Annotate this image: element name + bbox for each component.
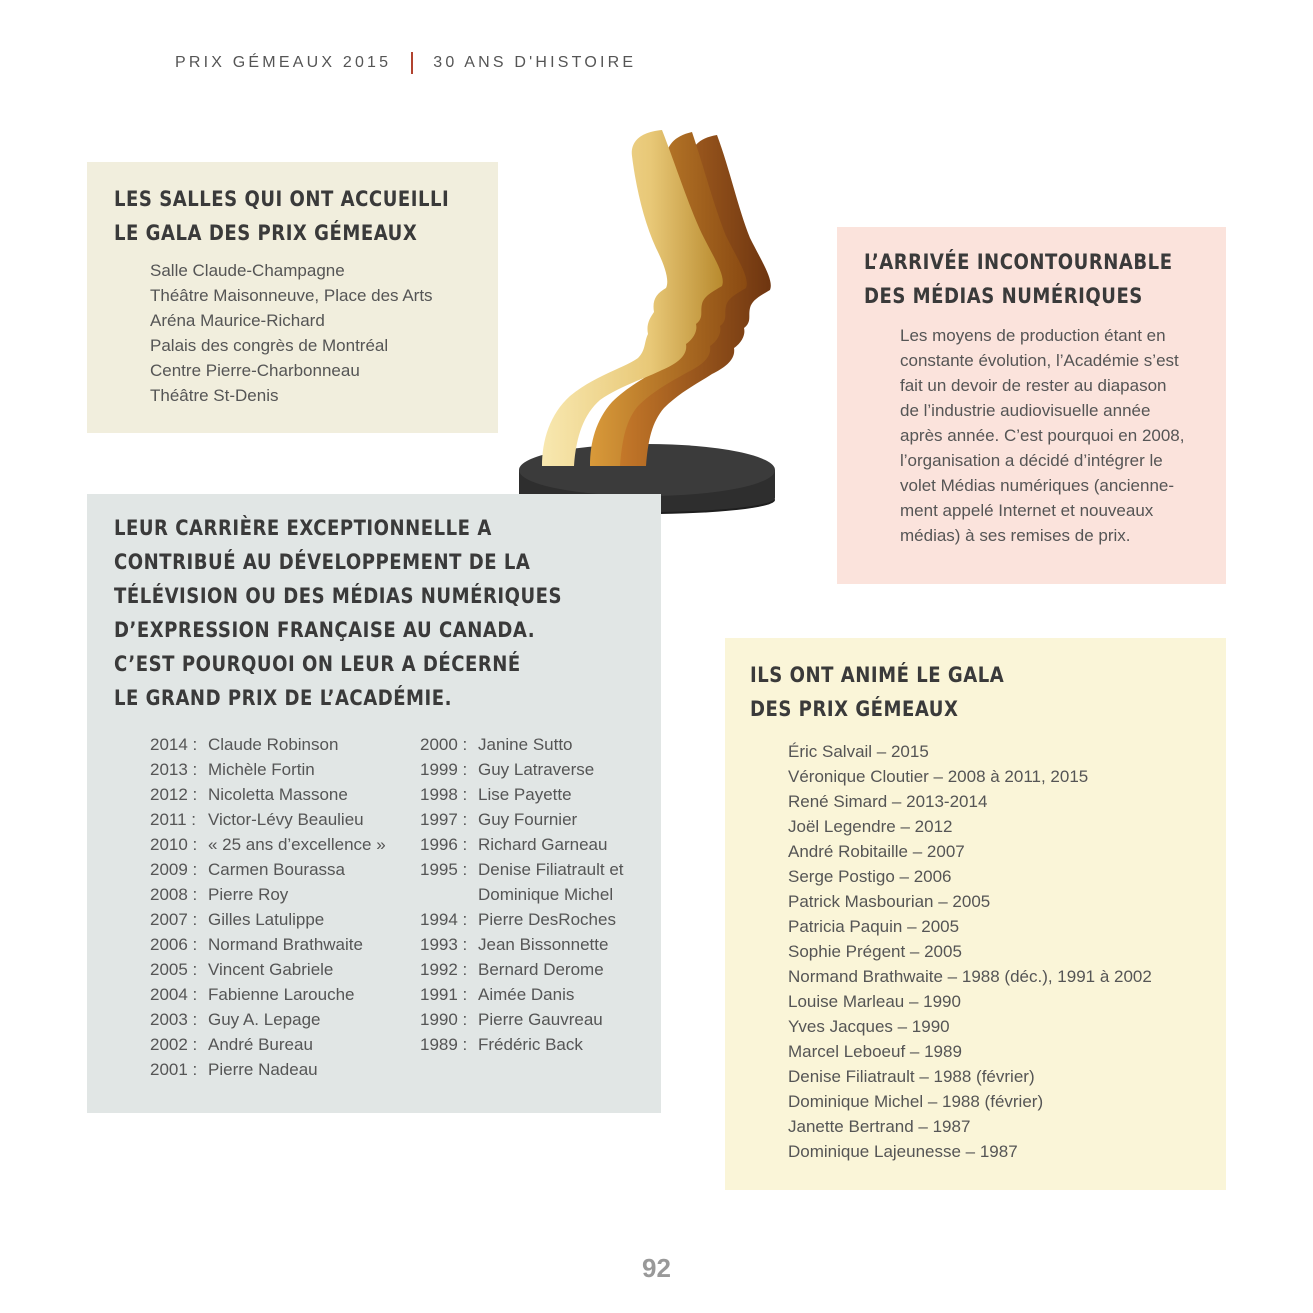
laureates-column-1	[150, 732, 420, 1082]
list-item: Denise Filiatrault – 1988 (février)	[788, 1067, 1035, 1086]
list-item: Dominique Lajeunesse – 1987	[788, 1142, 1018, 1161]
list-item: 1996 : Richard Garneau	[420, 835, 608, 854]
venues-list	[150, 258, 498, 408]
list-item: Véronique Cloutier – 2008 à 2011, 2015	[788, 767, 1089, 786]
header-section: 30 ANS D'HISTOIRE	[433, 54, 637, 71]
list-item: Yves Jacques – 1990	[788, 1017, 950, 1036]
list-item: Salle Claude-Champagne	[150, 261, 345, 280]
list-item: 2012 : Nicoletta Massone	[150, 785, 348, 804]
list-item: 1991 : Aimée Danis	[420, 985, 575, 1004]
grand-prix-title: LEUR CARRIÈRE EXCEPTIONNELLE A CONTRIBUÉ AU DÉVELOPPEMENT DE LA TÉLÉVISION OU DES MÉDIAS NUMÉRIQUES D’EXPRESSION FRANÇAISE AU CANADA. C’EST POURQUOI ON LEUR A DÉCERNÉ LE GRAND PRIX DE L’ACADÉMIE.	[114, 516, 563, 710]
list-item: 2013 : Michèle Fortin	[150, 760, 315, 779]
list-item: Palais des congrès de Montréal	[150, 336, 389, 355]
list-item: Aréna Maurice-Richard	[150, 311, 325, 330]
list-item: Louise Marleau – 1990	[788, 992, 961, 1011]
list-item: 2007 : Gilles Latulippe	[150, 910, 325, 929]
list-item: 2001 : Pierre Nadeau	[150, 1060, 318, 1079]
header-publication: PRIX GÉMEAUX 2015	[175, 54, 392, 71]
venues-title: LES SALLES QUI ONT ACCUEILLI LE GALA DES PRIX GÉMEAUX	[114, 187, 450, 245]
venues-box	[87, 162, 498, 433]
list-item: Marcel Leboeuf – 1989	[788, 1042, 962, 1061]
list-item: 2011 : Victor-Lévy Beaulieu	[150, 810, 364, 829]
list-item: Patrick Masbourian – 2005	[788, 892, 991, 911]
page-number: 92	[642, 1253, 671, 1283]
hosts-title: ILS ONT ANIMÉ LE GALA DES PRIX GÉMEAUX	[750, 663, 1005, 721]
list-item: 1990 : Pierre Gauvreau	[420, 1010, 603, 1029]
grand-prix-box	[87, 494, 661, 1113]
list-item: 1989 : Frédéric Back	[420, 1035, 583, 1054]
list-item: 1999 : Guy Latraverse	[420, 760, 595, 779]
list-item: Dominique Michel – 1988 (février)	[788, 1092, 1044, 1111]
list-item: Sophie Prégent – 2005	[788, 942, 962, 961]
digital-media-box	[837, 227, 1226, 584]
list-item: Éric Salvail – 2015	[788, 742, 929, 761]
list-item: 2000 : Janine Sutto	[420, 735, 573, 754]
list-item: 2003 : Guy A. Lepage	[150, 1010, 321, 1029]
list-item: 2005 : Vincent Gabriele	[150, 960, 334, 979]
laureates-column-2	[420, 732, 660, 1082]
list-item: 2002 : André Bureau	[150, 1035, 313, 1054]
list-item: Centre Pierre-Charbonneau	[150, 361, 360, 380]
list-item: 1993 : Jean Bissonnette	[420, 935, 609, 954]
list-item: Dominique Michel	[478, 885, 614, 904]
list-item: 2004 : Fabienne Larouche	[150, 985, 355, 1004]
digital-media-body: Les moyens de production étant en constante évolution, l’Académie s’est fait un devoir de rester au diapason de l’industrie audiovisuelle année après année. C’est pourquoi en 2008, l’organisation a décidé d’intégrer le volet Médias numériques (ancienne- ment appelé Internet et nouveaux médias) à ses remises de prix.	[900, 326, 1185, 545]
list-item: Joël Legendre – 2012	[788, 817, 953, 836]
list-item: 1995 : Denise Filiatrault et	[420, 860, 624, 879]
digital-media-title: L’ARRIVÉE INCONTOURNABLE DES MÉDIAS NUMÉRIQUES	[864, 250, 1173, 308]
list-item: 2006 : Normand Brathwaite	[150, 935, 363, 954]
list-item: Janette Bertrand – 1987	[788, 1117, 971, 1136]
list-item: Serge Postigo – 2006	[788, 867, 952, 886]
list-item: 1992 : Bernard Derome	[420, 960, 604, 979]
trophy-image	[512, 130, 782, 515]
list-item: Théâtre Maisonneuve, Place des Arts	[150, 286, 433, 305]
list-item: 2014 : Claude Robinson	[150, 735, 339, 754]
list-item: 1994 : Pierre DesRoches	[420, 910, 616, 929]
list-item: 2009 : Carmen Bourassa	[150, 860, 346, 879]
grand-prix-laureates	[150, 732, 661, 1082]
list-item: 2010 : « 25 ans d’excellence »	[150, 835, 386, 854]
list-item: André Robitaille – 2007	[788, 842, 965, 861]
hosts-list	[788, 739, 1226, 1164]
list-item: 1998 : Lise Payette	[420, 785, 572, 804]
list-item: 1997 : Guy Fournier	[420, 810, 578, 829]
list-item: Patricia Paquin – 2005	[788, 917, 960, 936]
list-item: René Simard – 2013-2014	[788, 792, 988, 811]
list-item: 2008 : Pierre Roy	[150, 885, 289, 904]
list-item: Théâtre St-Denis	[150, 386, 279, 405]
header-divider	[411, 52, 413, 74]
list-item: Normand Brathwaite – 1988 (déc.), 1991 à 2002	[788, 967, 1152, 986]
hosts-box	[725, 638, 1226, 1190]
running-header	[175, 52, 636, 74]
